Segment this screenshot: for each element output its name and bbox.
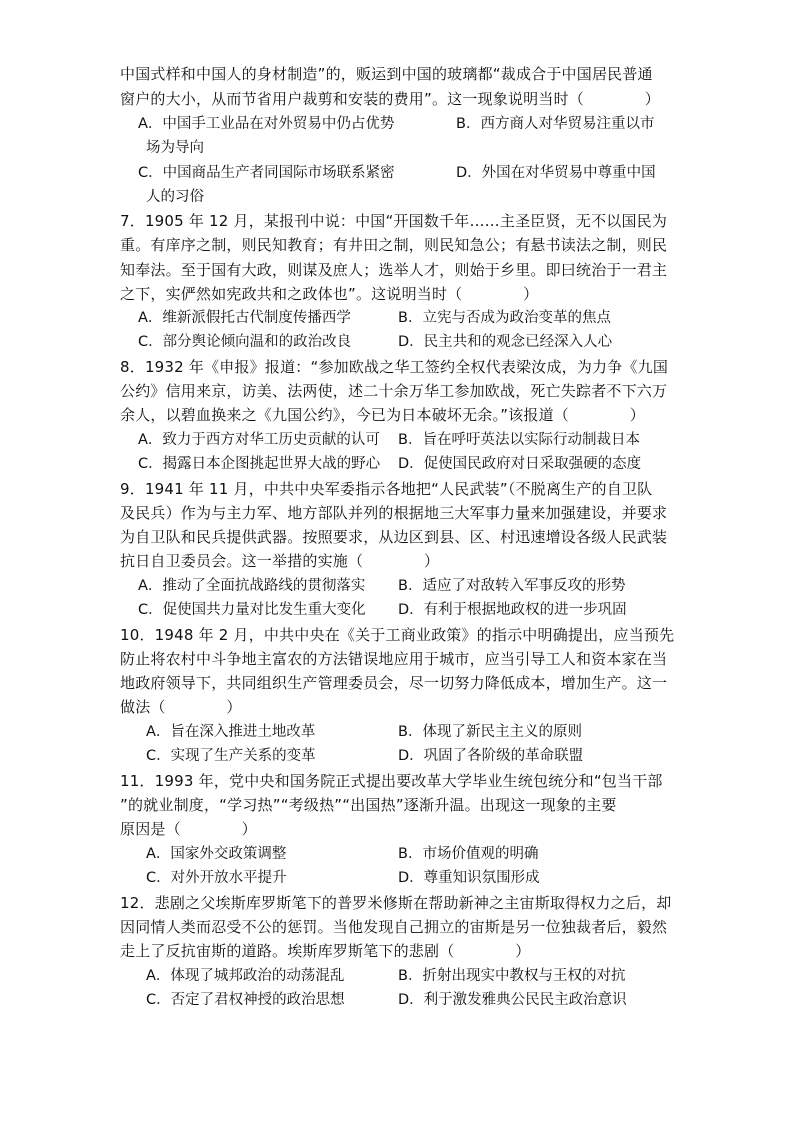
q11-option-a: A．国家外交政策调整: [146, 846, 287, 862]
q11-stem-line: 11．1993 年，党中央和国务院正式提出要改革大学毕业生统包统分和“包当干部: [120, 772, 663, 790]
q7-option-d: D．民主共和的观念已经深入人心: [398, 334, 613, 350]
q10-stem-line: 地政府领导下，共同组织生产管理委员会，尽一切努力降低成本，增加生产。这一: [120, 674, 668, 692]
q10-stem-line: 10．1948 年 2 月，中共中央在《关于工商业政策》的指示中明确提出，应当预先: [120, 626, 675, 644]
q11-option-d: D．尊重知识氛围形成: [398, 870, 540, 886]
q8-stem-line: 余人，以碧血换来之《九国公约》，今已为日本破坏无余。”该报道（ ）: [120, 406, 645, 424]
q6-option-b-cont: 场为导向: [146, 140, 204, 156]
q6-option-c: C．中国商品生产者同国际市场联系紧密: [138, 165, 395, 181]
q11-option-c: C．对外开放水平提升: [146, 870, 287, 886]
q6-stem-line: 中国式样和中国人的身材制造”的，贩运到中国的玻璃都“裁成合于中国居民普通: [120, 65, 653, 83]
q9-option-a: A．推动了全面抗战路线的贯彻落实: [138, 578, 366, 594]
q11-option-b: B．市场价值观的明确: [398, 846, 539, 862]
q12-option-b: B．折射出现实中教权与王权的对抗: [398, 968, 626, 984]
q8-stem-line: 公约》信用来京，访美、法两使，述二十余万华工参加欧战，死亡失踪者不下六万: [120, 382, 668, 400]
q9-stem-line: 9．1941 年 11 月，中共中央军委指示各地把“人民武装”（不脱离生产的自卫队: [120, 480, 653, 498]
q7-option-c: C．部分舆论倾向温和的政治改良: [138, 334, 352, 350]
q6-option-a: A．中国手工业品在对外贸易中仍占优势: [138, 116, 395, 132]
q10-option-d: D．巩固了各阶级的革命联盟: [398, 748, 584, 764]
q10-stem-line: 做法（ ）: [120, 698, 242, 716]
q9-option-b: B．适应了对敌转入军事反攻的形势: [398, 578, 626, 594]
q11-stem-line: ”的就业制度，“学习热”“考级热”“出国热”逐渐升温。出现这一现象的主要: [120, 796, 617, 814]
q12-option-a: A．体现了城邦政治的动荡混乱: [146, 968, 345, 984]
q8-option-b: B．旨在呼吁英法以实际行动制裁日本: [398, 432, 640, 448]
q7-stem-line: 之下，实俨然如宪政共和之政体也”。这说明当时（ ）: [120, 285, 539, 303]
q12-stem-line: 走上了反抗宙斯的道路。埃斯库罗斯笔下的悲剧（ ）: [120, 942, 531, 960]
q12-option-c: C．否定了君权神授的政治思想: [146, 992, 345, 1008]
q9-option-d: D．有利于根据地政权的进一步巩固: [398, 602, 627, 618]
q12-stem-line: 12．悲剧之父埃斯库罗斯笔下的普罗米修斯在帮助新神之主宙斯取得权力之后，却: [120, 894, 672, 912]
q7-option-b: B．立宪与否成为政治变革的焦点: [398, 310, 611, 326]
q9-stem-line: 抗日自卫委员会。这一举措的实施（ ）: [120, 552, 440, 570]
q7-stem-line: 重。有庠序之制，则民知教育；有井田之制，则民知急公；有悬书读法之制，则民: [120, 236, 668, 254]
q10-stem-line: 防止将农村中斗争地主富农的方法错误地应用于城市，应当引导工人和资本家在当: [120, 650, 668, 668]
q6-stem-line: 窗户的大小，从而节省用户裁剪和安装的费用”。这一现象说明当时（ ）: [120, 90, 660, 108]
q10-option-a: A．旨在深入推进土地改革: [146, 724, 316, 740]
q8-option-c: C．揭露日本企图挑起世界大战的野心: [138, 456, 381, 472]
q9-stem-line: 为自卫队和民兵提供武器。按照要求，从边区到县、区、村迅速增设各级人民武装: [120, 528, 668, 546]
q9-option-c: C．促使国共力量对比发生重大变化: [138, 602, 366, 618]
q9-stem-line: 及民兵）作为与主力军、地方部队并列的根据地三大军事力量来加强建设，并要求: [120, 504, 668, 522]
q12-option-d: D．利于激发雅典公民民主政治意识: [398, 992, 627, 1008]
q7-stem-line: 知奉法。至于国有大政，则谋及庶人；选举人才，则始于乡里。即曰统治于一君主: [120, 261, 668, 279]
q8-option-d: D．促使国民政府对日采取强硬的态度: [398, 456, 642, 472]
q10-option-c: C．实现了生产关系的变革: [146, 748, 316, 764]
q6-option-d-cont: 人的习俗: [146, 189, 204, 205]
q6-option-b: B．西方商人对华贸易注重以市: [456, 116, 655, 132]
q6-option-d: D．外国在对华贸易中尊重中国: [456, 165, 656, 181]
q8-option-a: A．致力于西方对华工历史贡献的认可: [138, 432, 380, 448]
q10-option-b: B．体现了新民主主义的原则: [398, 724, 582, 740]
q12-stem-line: 因同情人类而忍受不公的惩罚。当他发现自己拥立的宙斯是另一位独裁者后，毅然: [120, 918, 668, 936]
q11-stem-line: 原因是（ ）: [120, 820, 257, 838]
q7-stem-line: 7．1905 年 12 月，某报刊中说：中国“开国数千年……主圣臣贤，无不以国民为: [120, 212, 668, 230]
q8-stem-line: 8．1932 年《申报》报道：“参加欧战之华工签约全权代表梁汝成，为力争《九国: [120, 358, 669, 376]
q7-option-a: A．维新派假托古代制度传播西学: [138, 310, 351, 326]
